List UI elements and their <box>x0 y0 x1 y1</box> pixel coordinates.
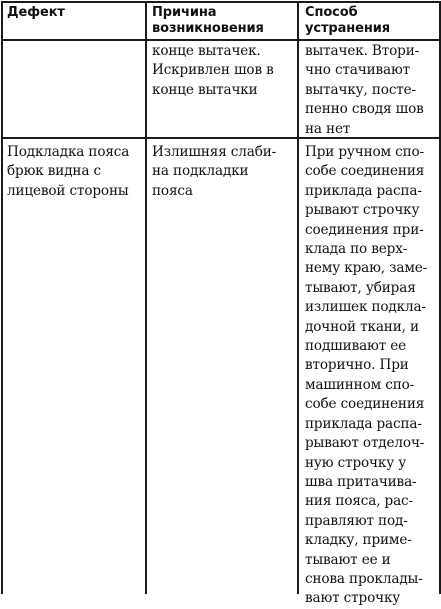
table-border-right <box>439 1 441 594</box>
table-cell-remedy: При ручном спо- собе соединения приклада распа- рывают строчку соединения при- клада по верх- нему краю, заме- тывают, убирая излишек подкла- дочной ткани, и подшивают ее вторично. При машинном спо- собе соединения приклада распа- рывают отделоч- ную строчку у шва притачива- ния пояса, рас- правляют под- кладку, приме- тывают ее и снова проклады- вают строчку <box>305 144 428 607</box>
column-header-defect: Дефект <box>7 5 65 20</box>
table-cell-defect: Подкладка пояса брюк видна с лицевой стороны <box>7 144 130 199</box>
table-cell-cause: конце вытачек. Искривлен шов в конце вытачки <box>152 43 274 98</box>
column-header-cause: Причина возникновения <box>152 5 264 36</box>
table-column-divider-2 <box>297 1 299 594</box>
table-cell-remedy: вытачек. Втори- чно стачивают вытачку, посте- пенно сводя шов на нет <box>305 43 424 137</box>
table-border-top <box>1 1 440 3</box>
table-header-separator <box>1 39 440 41</box>
table-column-divider-1 <box>145 1 147 594</box>
table-border-left <box>1 1 3 594</box>
column-header-remedy: Способ устранения <box>305 5 391 36</box>
table-cell-cause: Излишняя слаби- на подкладки пояса <box>152 144 277 199</box>
